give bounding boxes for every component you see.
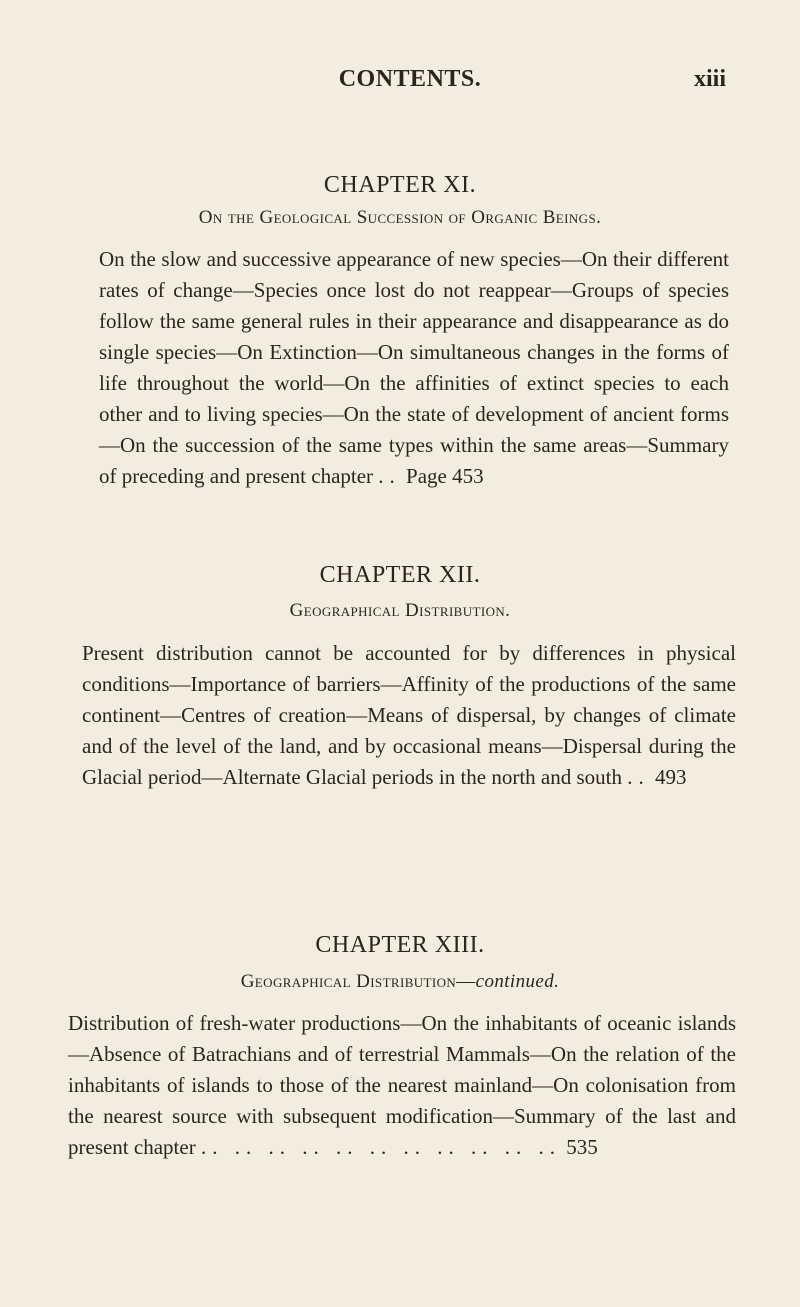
page-number: xiii: [694, 66, 727, 92]
chapter-synopsis: [68, 1008, 736, 1163]
chapter-subtitle: On the Geological Succession of Organic Beings.: [198, 207, 602, 228]
chapter-heading: CHAPTER XIII.: [315, 932, 485, 958]
chapter-synopsis: [99, 244, 729, 492]
page-reference: 493: [655, 765, 687, 789]
chapter-heading: CHAPTER XII.: [319, 562, 481, 588]
synopsis-text: On the slow and successive appearance of new species—On their different rates of change—Species once lost do not reappear—Groups of species follow the same general rules in their appearance and disappearance as do single species—On Extinction—On simultaneous changes in the forms of life throughout the world—On the affinities of extinct species to each other and to living species—On the state of development of ancient forms—On the succession of the same types within the same areas—Summary of preceding and present chapter: [99, 247, 729, 488]
chapter-synopsis: [82, 638, 736, 793]
dot-leaders: ..: [378, 464, 401, 488]
chapter-subtitle: Geographical Distribution.: [289, 600, 511, 621]
page-reference: Page 453: [406, 464, 484, 488]
dot-leaders: .. .. .. .. .. .. .. .. .. .. ..: [200, 1135, 561, 1159]
dot-leaders: ..: [627, 765, 650, 789]
running-head: CONTENTS.: [338, 66, 482, 92]
synopsis-text: Distribution of fresh-water productions—On the inhabitants of oceanic islands—Absence of Batrachians and of terrestrial Mammals—On the relation of the inhabitants of islands to those of the nearest mainland—On colonisation from the nearest source with subsequent modification—Summary of the last and present chapter: [68, 1011, 736, 1159]
page-reference: 535: [566, 1135, 598, 1159]
chapter-subtitle: [0, 971, 800, 993]
chapter-subtitle-text: Geographical Distribution—: [240, 971, 476, 992]
chapter-subtitle-continued: continued.: [475, 971, 560, 992]
chapter-heading: CHAPTER XI.: [323, 172, 477, 198]
synopsis-text: Present distribution cannot be accounted for by differences in physical conditions—Importance of barriers—Affinity of the productions of the same continent—Centres of creation—Means of dispersal, by changes of climate and of the level of the land, and by occasional means—Dispersal during the Glacial period—Alternate Glacial periods in the north and south: [82, 641, 736, 789]
